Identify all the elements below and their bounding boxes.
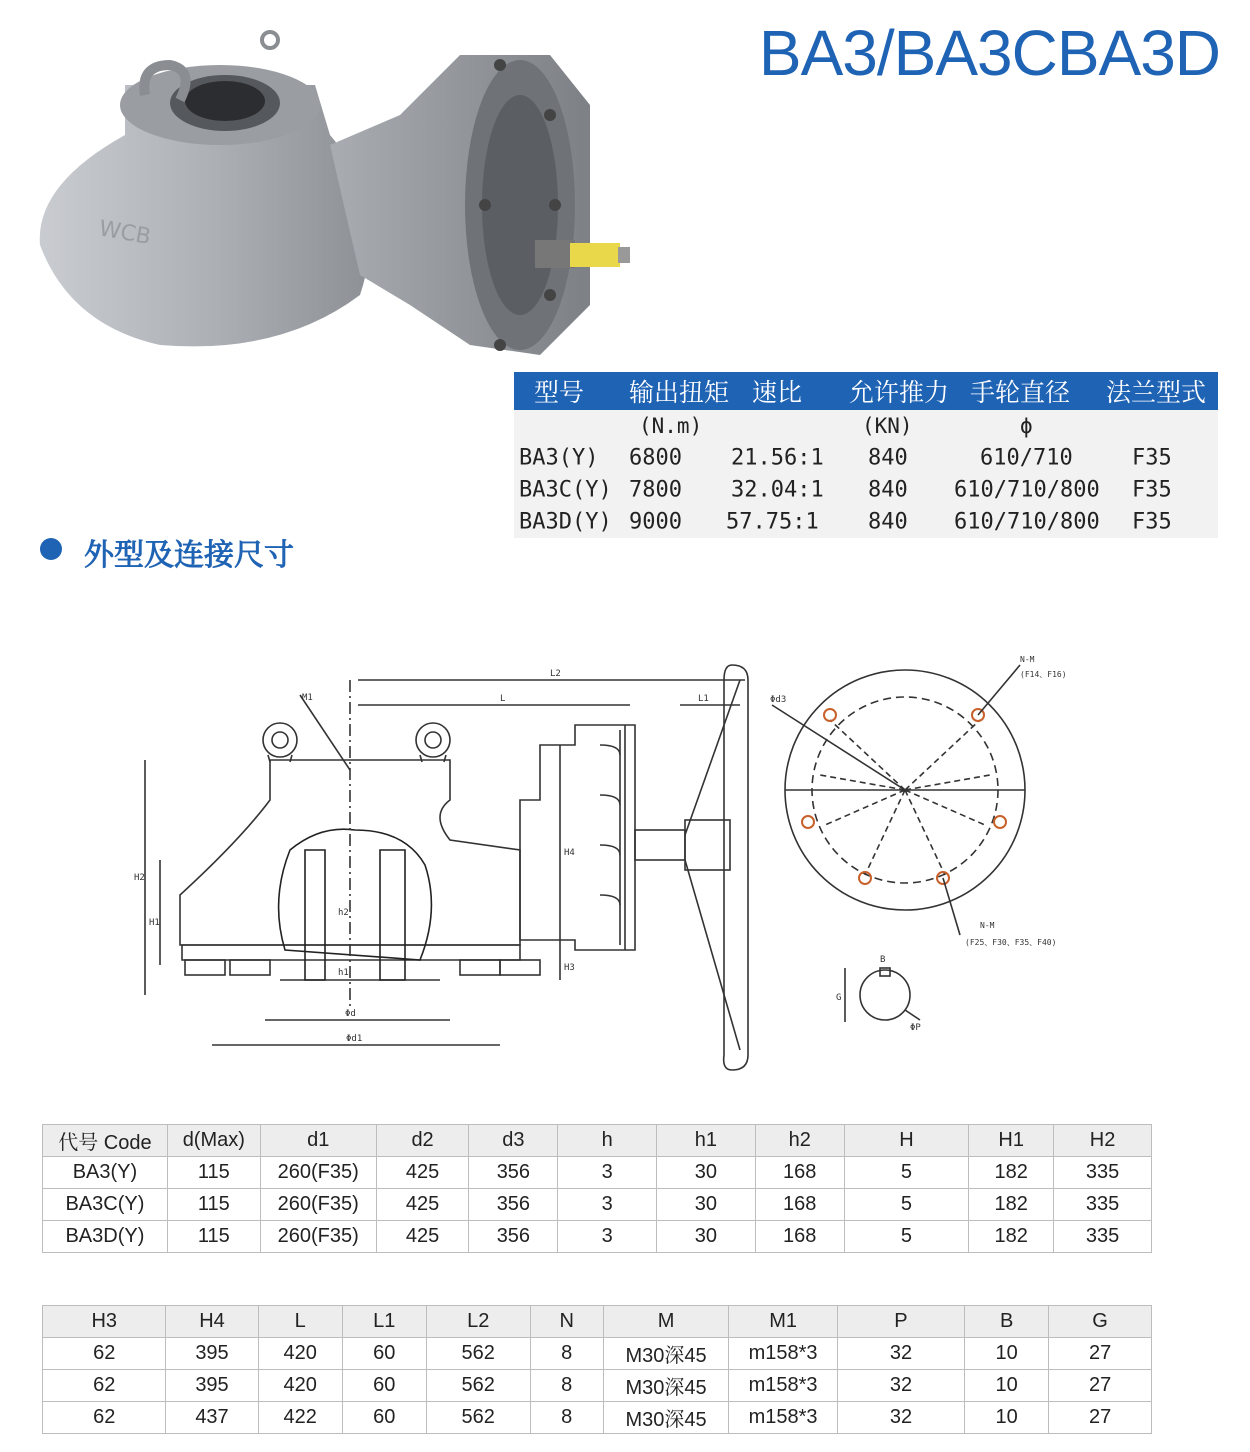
- svg-text:(F25、F30、F35、F40): (F25、F30、F35、F40): [965, 938, 1057, 947]
- dimension-table-2: [42, 1305, 1152, 1434]
- technical-drawing: [120, 650, 1100, 1080]
- svg-text:N-M: N-M: [980, 921, 995, 930]
- table-cell: 168: [755, 1157, 844, 1189]
- table-cell: 3: [558, 1157, 657, 1189]
- dimension-table-1: [42, 1124, 1152, 1253]
- table-cell: 3: [558, 1189, 657, 1221]
- table-row: [43, 1221, 1152, 1253]
- spec-row: [514, 474, 1218, 506]
- table-cell: 168: [755, 1189, 844, 1221]
- table-header: d1: [260, 1125, 376, 1157]
- table-cell: 32: [837, 1370, 964, 1402]
- table-cell: M30深45: [603, 1402, 729, 1434]
- svg-text:H2: H2: [134, 873, 145, 883]
- svg-text:H4: H4: [564, 848, 575, 858]
- svg-text:G: G: [836, 993, 842, 1003]
- table-cell: 60: [342, 1370, 426, 1402]
- spec-cell: 57.75:1: [726, 509, 819, 535]
- table-cell: 395: [166, 1338, 258, 1370]
- table-cell: 115: [167, 1189, 260, 1221]
- table-cell: 168: [755, 1221, 844, 1253]
- spec-header-flange: 法兰型式: [1106, 378, 1207, 407]
- table-cell: M30深45: [603, 1338, 729, 1370]
- spec-cell: BA3D(Y): [519, 509, 612, 535]
- spec-header-model: 型号: [534, 378, 585, 407]
- table-cell: 27: [1049, 1370, 1152, 1402]
- table-cell: 335: [1054, 1221, 1152, 1253]
- spec-cell: 9000: [629, 509, 682, 535]
- spec-cell: 32.04:1: [731, 477, 824, 503]
- table-cell: BA3(Y): [43, 1157, 168, 1189]
- table-cell: 260(F35): [260, 1157, 376, 1189]
- table-header: d2: [376, 1125, 469, 1157]
- spec-table: [514, 372, 1218, 538]
- table-cell: 182: [969, 1157, 1054, 1189]
- svg-text:H3: H3: [564, 963, 575, 973]
- table-header-row: [43, 1125, 1152, 1157]
- table-cell: M30深45: [603, 1370, 729, 1402]
- svg-text:B: B: [880, 955, 886, 965]
- unit-thrust: (KN): [862, 414, 913, 438]
- spec-table-units: [514, 410, 1218, 442]
- table-cell: 182: [969, 1221, 1054, 1253]
- table-cell: 32: [837, 1338, 964, 1370]
- table-row: [43, 1189, 1152, 1221]
- page-title: BA3/BA3CBA3D: [758, 17, 1220, 89]
- table-cell: 437: [166, 1402, 258, 1434]
- table-cell: 5: [844, 1157, 969, 1189]
- svg-text:Φd: Φd: [345, 1009, 356, 1019]
- table-header: B: [965, 1306, 1049, 1338]
- table-header: 代号 Code: [43, 1125, 168, 1157]
- table-cell: 420: [258, 1370, 342, 1402]
- table-cell: 3: [558, 1221, 657, 1253]
- spec-cell: F35: [1132, 477, 1172, 503]
- svg-text:M1: M1: [302, 693, 313, 703]
- svg-text:(F14、F16): (F14、F16): [1020, 670, 1067, 679]
- spec-header-handwheel: 手轮直径: [970, 378, 1071, 407]
- table-header: H2: [1054, 1125, 1152, 1157]
- table-cell: 62: [43, 1370, 166, 1402]
- svg-text:Φd3: Φd3: [770, 695, 787, 705]
- table-cell: 5: [844, 1221, 969, 1253]
- table-cell: m158*3: [729, 1370, 837, 1402]
- spec-cell: F35: [1132, 445, 1172, 471]
- spec-cell: 610/710: [980, 445, 1073, 471]
- table-cell: 182: [969, 1189, 1054, 1221]
- table-header: L1: [342, 1306, 426, 1338]
- unit-torque: (N.m): [639, 414, 703, 438]
- svg-text:ΦP: ΦP: [910, 1023, 921, 1033]
- table-cell: 10: [965, 1402, 1049, 1434]
- spec-cell: 610/710/800: [954, 477, 1100, 503]
- svg-text:Φd1: Φd1: [346, 1034, 363, 1044]
- table-cell: 425: [376, 1221, 469, 1253]
- section-title: 外型及连接尺寸: [84, 538, 294, 573]
- table-cell: 30: [657, 1157, 756, 1189]
- table-cell: 27: [1049, 1338, 1152, 1370]
- table-cell: 562: [426, 1338, 530, 1370]
- table-header-row: [43, 1306, 1152, 1338]
- gearbox-photo: [30, 25, 640, 365]
- table-cell: 260(F35): [260, 1221, 376, 1253]
- spec-cell: BA3(Y): [519, 445, 599, 471]
- table-cell: 62: [43, 1402, 166, 1434]
- table-header: d(Max): [167, 1125, 260, 1157]
- table-header: H1: [969, 1125, 1054, 1157]
- svg-text:L1: L1: [698, 694, 709, 704]
- table-cell: 425: [376, 1157, 469, 1189]
- table-row: [43, 1402, 1152, 1434]
- svg-text:h1: h1: [338, 968, 349, 978]
- table-header: d3: [469, 1125, 558, 1157]
- table-header: M1: [729, 1306, 837, 1338]
- table-cell: BA3C(Y): [43, 1189, 168, 1221]
- svg-text:L: L: [500, 694, 506, 704]
- spec-cell: 21.56:1: [731, 445, 824, 471]
- table-cell: 335: [1054, 1157, 1152, 1189]
- table-cell: 335: [1054, 1189, 1152, 1221]
- table-cell: 422: [258, 1402, 342, 1434]
- table-cell: 60: [342, 1338, 426, 1370]
- table-cell: 62: [43, 1338, 166, 1370]
- table-cell: 356: [469, 1221, 558, 1253]
- table-row: [43, 1370, 1152, 1402]
- table-cell: 27: [1049, 1402, 1152, 1434]
- spec-cell: 840: [868, 445, 908, 471]
- table-cell: m158*3: [729, 1402, 837, 1434]
- spec-row: [514, 506, 1218, 538]
- spec-cell: 610/710/800: [954, 509, 1100, 535]
- table-cell: 60: [342, 1402, 426, 1434]
- unit-diameter: ϕ: [1020, 414, 1033, 438]
- table-cell: 5: [844, 1189, 969, 1221]
- table-cell: 10: [965, 1370, 1049, 1402]
- table-cell: m158*3: [729, 1338, 837, 1370]
- table-header: H4: [166, 1306, 258, 1338]
- table-header: H3: [43, 1306, 166, 1338]
- table-cell: 260(F35): [260, 1189, 376, 1221]
- spec-header-torque: 输出扭矩: [629, 378, 730, 407]
- table-cell: 425: [376, 1189, 469, 1221]
- table-header: h: [558, 1125, 657, 1157]
- table-cell: 562: [426, 1402, 530, 1434]
- spec-cell: BA3C(Y): [519, 477, 612, 503]
- table-cell: 30: [657, 1221, 756, 1253]
- table-cell: 356: [469, 1189, 558, 1221]
- table-cell: 115: [167, 1221, 260, 1253]
- table-header: M: [603, 1306, 729, 1338]
- table-row: [43, 1338, 1152, 1370]
- table-header: G: [1049, 1306, 1152, 1338]
- table-cell: BA3D(Y): [43, 1221, 168, 1253]
- spec-cell: 7800: [629, 477, 682, 503]
- table-cell: 420: [258, 1338, 342, 1370]
- table-row: [43, 1157, 1152, 1189]
- table-header: L: [258, 1306, 342, 1338]
- table-cell: 115: [167, 1157, 260, 1189]
- spec-cell: 6800: [629, 445, 682, 471]
- table-header: N: [530, 1306, 603, 1338]
- svg-text:H1: H1: [149, 918, 160, 928]
- svg-text:h2: h2: [338, 908, 349, 918]
- spec-cell: 840: [868, 477, 908, 503]
- spec-header-thrust: 允许推力: [849, 378, 950, 407]
- table-header: h2: [755, 1125, 844, 1157]
- table-cell: 8: [530, 1402, 603, 1434]
- table-header: H: [844, 1125, 969, 1157]
- bullet-icon: [40, 538, 62, 560]
- svg-text:L2: L2: [550, 669, 561, 679]
- svg-text:N-M: N-M: [1020, 655, 1035, 664]
- spec-cell: F35: [1132, 509, 1172, 535]
- table-header: h1: [657, 1125, 756, 1157]
- table-cell: 356: [469, 1157, 558, 1189]
- spec-cell: 840: [868, 509, 908, 535]
- table-header: L2: [426, 1306, 530, 1338]
- table-header: P: [837, 1306, 964, 1338]
- spec-table-header: [514, 372, 1218, 410]
- table-cell: 8: [530, 1338, 603, 1370]
- table-cell: 10: [965, 1338, 1049, 1370]
- spec-header-ratio: 速比: [752, 378, 803, 407]
- table-cell: 32: [837, 1402, 964, 1434]
- table-cell: 30: [657, 1189, 756, 1221]
- table-cell: 562: [426, 1370, 530, 1402]
- spec-row: [514, 442, 1218, 474]
- table-cell: 8: [530, 1370, 603, 1402]
- svg-text:WCB: WCB: [96, 216, 153, 250]
- table-cell: 395: [166, 1370, 258, 1402]
